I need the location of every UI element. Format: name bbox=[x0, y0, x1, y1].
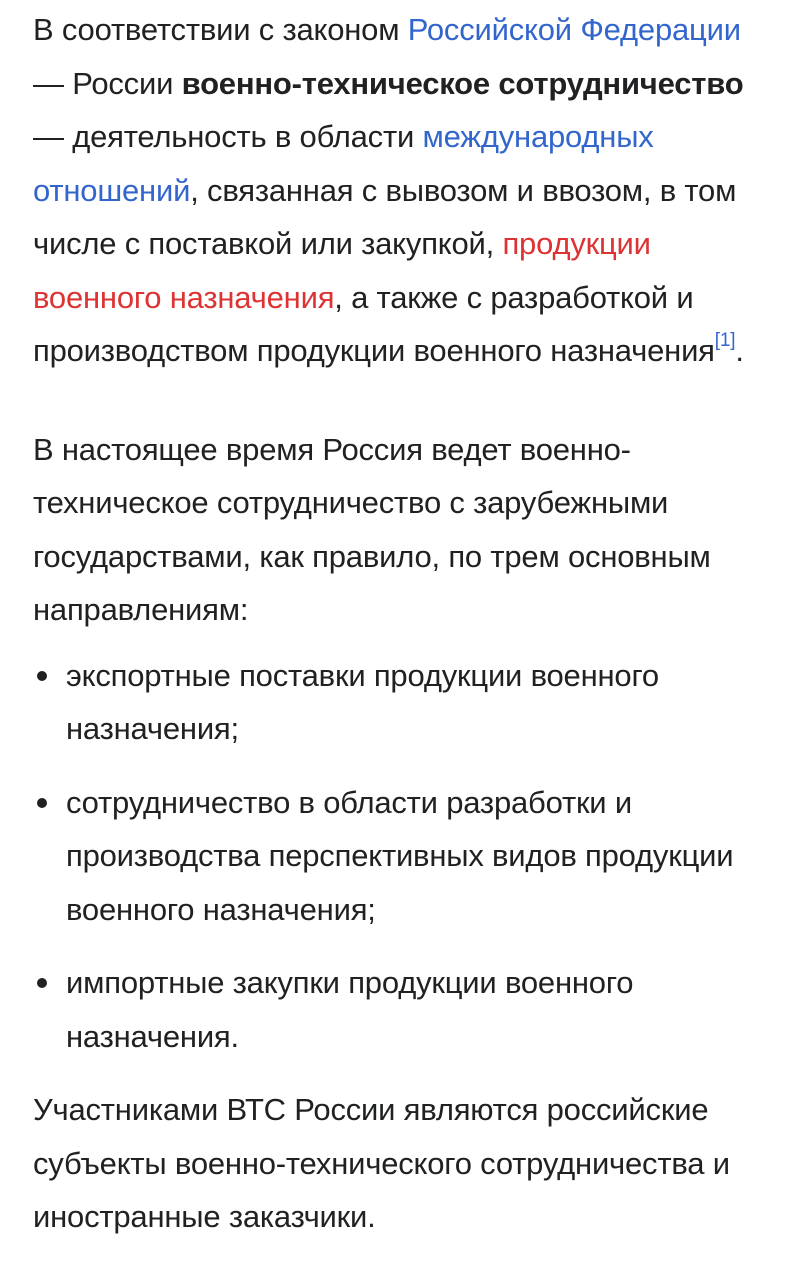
intro-text-3: — деятельность в области bbox=[33, 119, 423, 154]
intro-text-6: . bbox=[735, 333, 744, 368]
intro-text-5: , а также с разработкой и производством продукции военного назначения bbox=[33, 279, 715, 368]
intro-text-4: , связанная с вывозом и ввозом, в том числе с поставкой или закупкой, bbox=[33, 172, 737, 261]
bullet-icon bbox=[37, 978, 47, 988]
reference-link-1[interactable]: [1] bbox=[714, 330, 736, 351]
list-item bbox=[33, 649, 768, 756]
article-body bbox=[33, 0, 768, 1244]
list-item-text: экспортные поставки продукции военного назначения; bbox=[66, 657, 659, 746]
intro-paragraph bbox=[33, 0, 768, 378]
link-russian-federation[interactable]: Российской Федерации bbox=[407, 12, 741, 47]
participants-paragraph: Участниками ВТС России являются российские субъекты военно-технического сотрудничества и иностранные заказчики. bbox=[33, 1092, 730, 1234]
intro-text-1: В соответствии с законом bbox=[33, 12, 408, 47]
bullet-icon bbox=[37, 798, 47, 808]
link-military-products[interactable]: продукции военного назначения bbox=[33, 226, 651, 315]
directions-list bbox=[33, 649, 768, 1064]
link-international-relations[interactable]: международных отношений bbox=[33, 119, 654, 208]
directions-paragraph: В настоящее время Россия ведет военно-техническое сотрудничество с зарубежными государствами, как правило, по трем основным направлениям: bbox=[33, 431, 711, 627]
list-item bbox=[33, 776, 768, 937]
list-item-text: импортные закупки продукции военного назначения. bbox=[66, 965, 634, 1054]
list-item bbox=[33, 956, 768, 1063]
intro-text-2: — России bbox=[33, 65, 182, 101]
term-bold: военно-техническое сотрудничество bbox=[181, 65, 744, 101]
bullet-icon bbox=[37, 671, 47, 681]
list-item-text: сотрудничество в области разработки и производства перспективных видов продукции военного назначения; bbox=[66, 784, 734, 927]
